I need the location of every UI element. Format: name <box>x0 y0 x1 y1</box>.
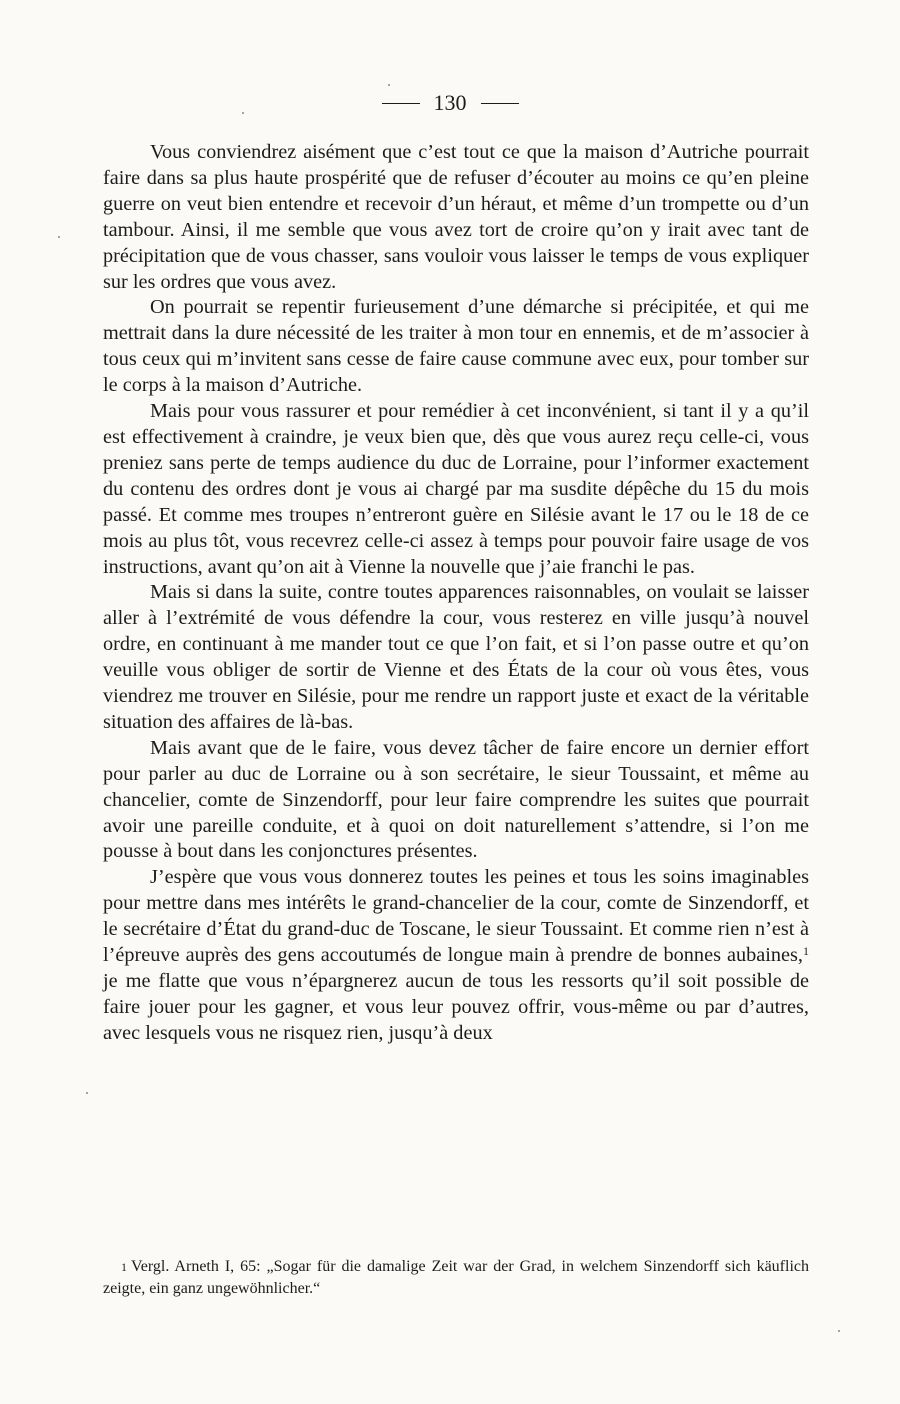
paragraph: Mais avant que de le faire, vous devez tâcher de faire encore un dernier effort pour parler au duc de Lorraine ou à son secrétaire, le sieur Toussaint, et même au chancelier, comte de Sinzendorff, pour leur faire comprendre les suites que pourrait avoir une pareille conduite, et à quoi on doit naturellement s’attendre, si l’on me pousse à bout dans les conjonctures présentes. <box>103 736 809 863</box>
paragraph-text: J’espère que vous vous donnerez toutes les peines et tous les soins imaginables pour mettre dans mes intérêts le grand-chancelier de la cour, comte de Sinzendorff, et le secrétaire d’État du grand-duc de Toscane, le sieur Toussaint. Et comme rien n’est à l’épreuve auprès des gens accoutumés de longue main à prendre de bonnes aubaines, <box>103 866 809 967</box>
print-speck <box>86 1092 88 1094</box>
footnote <box>103 1256 809 1300</box>
page-number: 130 <box>433 90 467 115</box>
print-speck <box>58 236 60 238</box>
print-speck <box>838 1330 840 1332</box>
footnote-reference: 1 <box>803 944 809 959</box>
paragraph: On pourrait se repentir furieusement d’une démarche si précipitée, et qui me mettrait dans la dure nécessité de les traiter à mon tour en ennemis, et de m’associer à tous ceux qui m’invitent sans cesse de faire cause commune avec eux, pour tomber sur le corps à la maison d’Autriche. <box>103 296 809 397</box>
paragraph: Vous conviendrez aisément que c’est tout ce que la maison d’Autriche pourrait faire dans sa plus haute prospérité que de refuser d’écouter au moins ce qu’en pleine guerre on veut bien entendre et recevoir d’un héraut, et même d’un trompette ou d’un tambour. Ainsi, il me semble que vous avez tort de croire qu’on y irait avec tant de précipitation que de vous chasser, sans vouloir vous laisser le temps de vous expliquer sur les ordres que vous avez. <box>103 141 809 293</box>
paragraph: Mais si dans la suite, contre toutes apparences raisonnables, on voulait se laisser aller à l’extrémité de vous défendre la cour, vous resterez en ville jusqu’à nouvel ordre, en continuant à me mander tout ce que l’on fait, et si l’on passe outre et qu’on veuille vous obliger de sortir de Vienne et des États de la cour où vous êtes, vous viendrez me trouver en Silésie, pour me rendre un rapport juste et exact de la véritable situation des affaires de là-bas. <box>103 581 809 733</box>
header-rule-left <box>382 103 420 104</box>
body-text <box>103 140 809 1047</box>
paragraph: Mais pour vous rassurer et pour remédier à cet inconvénient, si tant il y a qu’il est effectivement à craindre, je veux bien que, dès que vous aurez reçu celle-ci, vous preniez sans perte de temps audience du duc de Lorraine, pour l’informer exactement du contenu des ordres dont je vous ai chargé par ma susdite dépêche du 15 du mois passé. Et comme mes troupes n’entreront guère en Silésie avant le 17 ou le 18 de ce mois au plus tôt, vous recevrez celle-ci assez à temps pour pouvoir faire usage de vos instructions, avant qu’on ait à Vienne la nouvelle que j’aie franchi le pas. <box>103 400 809 578</box>
paragraph-text-continued: je me flatte que vous n’épargnerez aucun de tous les ressorts qu’il soit possible de faire jouer pour les gagner, et vous leur pouvez offrir, vous-même ou par d’autres, avec lesquels vous ne risquez rien, jusqu’à deux <box>103 970 809 1044</box>
footnote-mark: 1 <box>121 1260 127 1274</box>
page-header <box>0 90 900 116</box>
print-speck <box>388 84 390 86</box>
paragraph-last <box>103 865 809 1046</box>
footnote-text: Vergl. Arneth I, 65: „Sogar für die damalige Zeit war der Grad, in welchem Sinzendorff sich käuflich zeigte, ein ganz ungewöhnlicher.“ <box>103 1258 809 1297</box>
header-rule-right <box>481 103 519 104</box>
